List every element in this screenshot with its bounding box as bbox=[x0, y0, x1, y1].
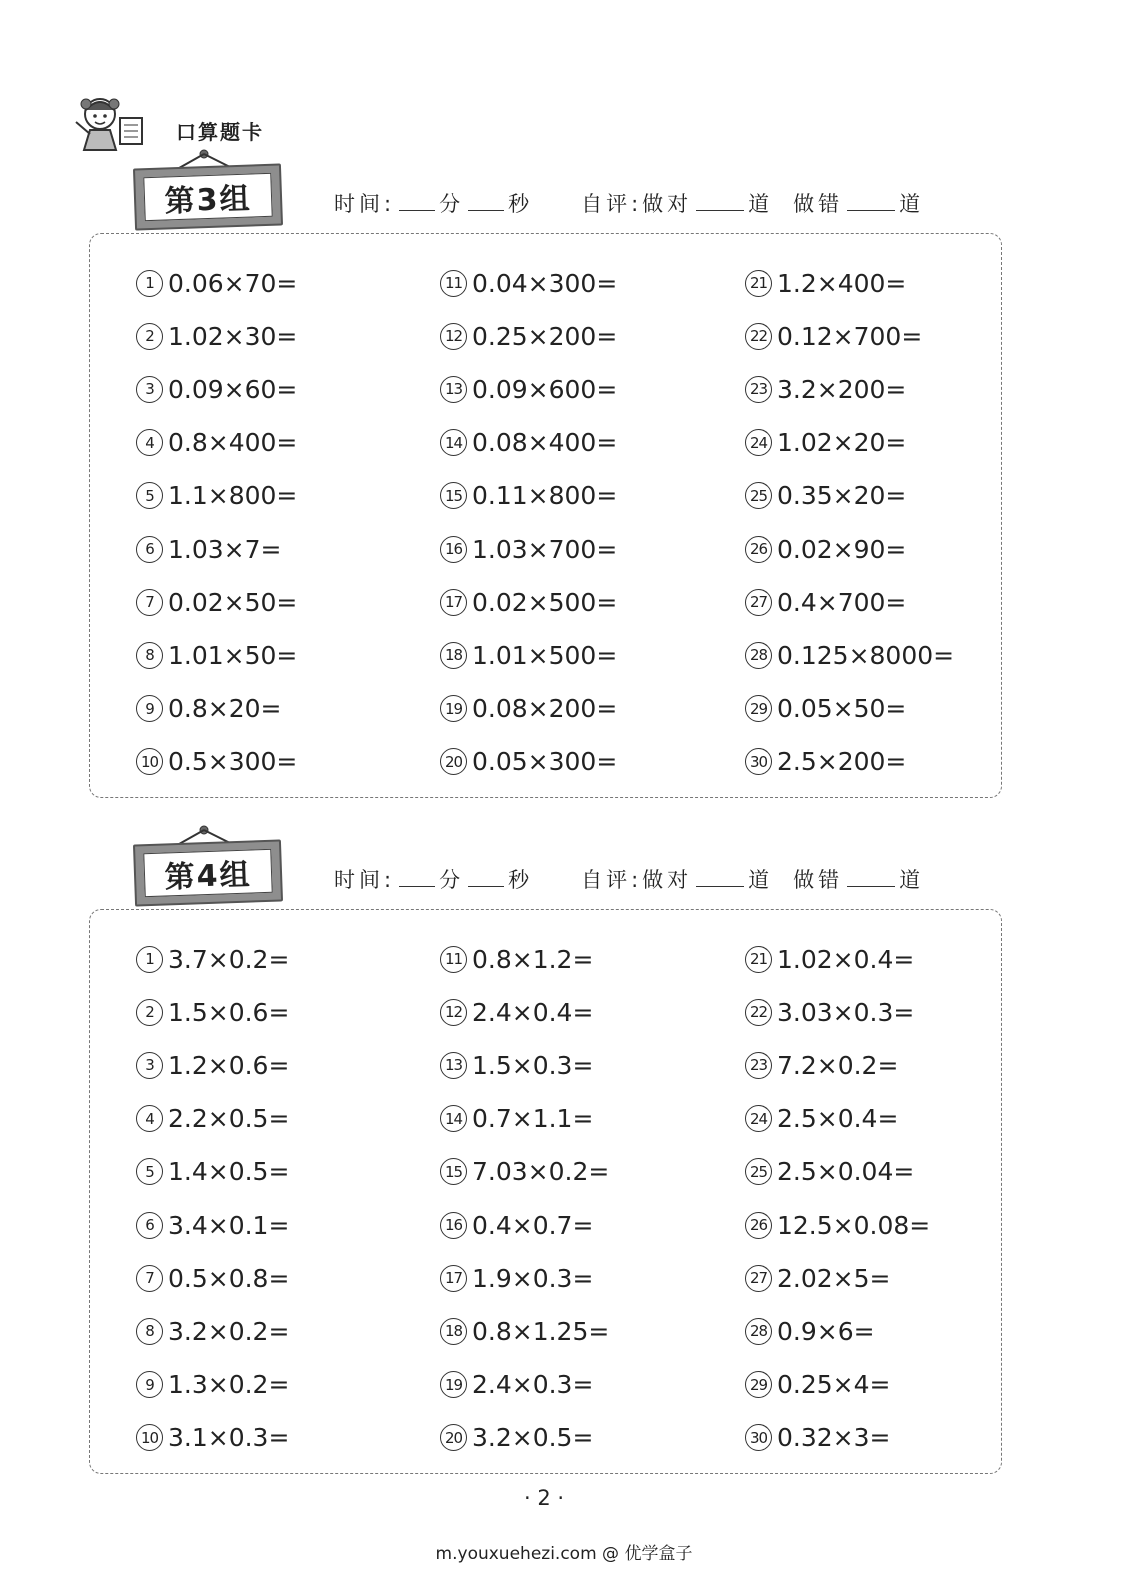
problem-number: 1 bbox=[136, 946, 163, 973]
problem-expression: 3.2×200= bbox=[777, 374, 907, 404]
dao-label: 道 bbox=[899, 192, 925, 216]
problem-item bbox=[745, 1155, 914, 1189]
problem-number: 8 bbox=[136, 1318, 163, 1345]
problem-number: 15 bbox=[440, 482, 467, 509]
problem-box bbox=[89, 909, 1002, 1474]
problem-item bbox=[745, 479, 906, 513]
problem-number: 24 bbox=[745, 1105, 772, 1132]
problem-expression: 0.8×20= bbox=[168, 694, 282, 724]
problem-number: 16 bbox=[440, 1212, 467, 1239]
problem-number: 30 bbox=[745, 1424, 772, 1451]
problem-item bbox=[440, 1314, 609, 1348]
problem-expression: 0.5×0.8= bbox=[168, 1263, 290, 1293]
problem-number: 21 bbox=[745, 946, 772, 973]
group-title: 第3组 bbox=[143, 173, 272, 221]
problem-number: 16 bbox=[440, 536, 467, 563]
problem-item bbox=[745, 1261, 890, 1295]
problem-expression: 1.03×700= bbox=[472, 534, 618, 564]
problem-expression: 0.11×800= bbox=[472, 481, 618, 511]
problem-item bbox=[745, 266, 906, 300]
problem-item bbox=[745, 1368, 890, 1402]
problem-number: 29 bbox=[745, 1371, 772, 1398]
problem-expression: 0.02×90= bbox=[777, 534, 907, 564]
problem-item bbox=[440, 692, 617, 726]
problem-number: 5 bbox=[136, 482, 163, 509]
problem-expression: 0.09×60= bbox=[168, 374, 298, 404]
problem-number: 3 bbox=[136, 376, 163, 403]
problem-item bbox=[136, 1421, 289, 1455]
problem-expression: 0.7×1.1= bbox=[472, 1104, 594, 1134]
problem-expression: 0.25×200= bbox=[472, 321, 618, 351]
problem-number: 2 bbox=[136, 323, 163, 350]
problem-item bbox=[136, 1102, 289, 1136]
problem-expression: 0.5×300= bbox=[168, 747, 298, 777]
problem-expression: 0.06×70= bbox=[168, 268, 298, 298]
problem-item bbox=[440, 532, 617, 566]
problem-expression: 1.01×500= bbox=[472, 640, 618, 670]
problem-expression: 7.2×0.2= bbox=[777, 1050, 899, 1080]
wrong-count-blank[interactable] bbox=[847, 192, 895, 211]
problem-expression: 1.02×20= bbox=[777, 428, 907, 458]
problem-expression: 0.35×20= bbox=[777, 481, 907, 511]
problem-expression: 3.03×0.3= bbox=[777, 997, 915, 1027]
problem-item bbox=[440, 319, 617, 353]
problem-expression: 0.05×50= bbox=[777, 694, 907, 724]
problem-item bbox=[440, 1208, 593, 1242]
correct-count-blank[interactable] bbox=[696, 192, 744, 211]
problem-item bbox=[745, 585, 906, 619]
problem-expression: 0.8×1.25= bbox=[472, 1316, 610, 1346]
problem-item bbox=[745, 745, 906, 779]
group-title-frame bbox=[132, 148, 282, 218]
problem-item bbox=[745, 942, 914, 976]
problem-expression: 0.05×300= bbox=[472, 747, 618, 777]
problem-expression: 0.02×50= bbox=[168, 587, 298, 617]
wrong-count-blank[interactable] bbox=[847, 868, 895, 887]
problem-number: 30 bbox=[745, 748, 772, 775]
problem-expression: 12.5×0.08= bbox=[777, 1210, 931, 1240]
problem-number: 20 bbox=[440, 1424, 467, 1451]
problem-expression: 0.12×700= bbox=[777, 321, 923, 351]
problem-number: 12 bbox=[440, 999, 467, 1026]
problem-number: 9 bbox=[136, 1371, 163, 1398]
problem-expression: 3.1×0.3= bbox=[168, 1423, 290, 1453]
problem-number: 24 bbox=[745, 429, 772, 456]
problem-expression: 1.3×0.2= bbox=[168, 1370, 290, 1400]
self-eval-label: 自评:做对 bbox=[581, 192, 693, 216]
problem-number: 18 bbox=[440, 1318, 467, 1345]
problem-item bbox=[745, 692, 906, 726]
second-label: 秒 bbox=[508, 192, 534, 216]
problem-item bbox=[440, 1421, 593, 1455]
dao-label: 道 bbox=[748, 868, 774, 892]
problem-number: 19 bbox=[440, 695, 467, 722]
problem-item bbox=[745, 532, 906, 566]
problem-number: 28 bbox=[745, 1318, 772, 1345]
problem-item bbox=[745, 372, 906, 406]
problem-number: 11 bbox=[440, 270, 467, 297]
problem-expression: 1.02×30= bbox=[168, 321, 298, 351]
problem-number: 4 bbox=[136, 429, 163, 456]
problem-expression: 1.5×0.3= bbox=[472, 1050, 594, 1080]
time-label: 时间: bbox=[334, 192, 396, 216]
minute-label: 分 bbox=[439, 868, 465, 892]
problem-item bbox=[745, 1048, 898, 1082]
problem-item bbox=[136, 1261, 289, 1295]
problem-expression: 3.4×0.1= bbox=[168, 1210, 290, 1240]
self-eval-label: 自评:做对 bbox=[581, 868, 693, 892]
wrong-label: 做错 bbox=[793, 868, 844, 892]
problem-item bbox=[440, 479, 617, 513]
problem-item bbox=[440, 1261, 593, 1295]
problem-number: 4 bbox=[136, 1105, 163, 1132]
problem-expression: 0.02×500= bbox=[472, 587, 618, 617]
problem-item bbox=[745, 995, 914, 1029]
time-eval-line bbox=[334, 864, 924, 894]
problem-item bbox=[440, 1155, 609, 1189]
seconds-blank[interactable] bbox=[468, 192, 504, 211]
group-title-frame bbox=[132, 824, 282, 894]
problem-item bbox=[136, 692, 281, 726]
problem-number: 11 bbox=[440, 946, 467, 973]
problem-expression: 0.04×300= bbox=[472, 268, 618, 298]
problem-item bbox=[136, 1208, 289, 1242]
problem-expression: 3.2×0.5= bbox=[472, 1423, 594, 1453]
minute-label: 分 bbox=[439, 192, 465, 216]
problem-item bbox=[136, 479, 297, 513]
problem-item bbox=[136, 942, 289, 976]
problem-number: 26 bbox=[745, 536, 772, 563]
problem-number: 23 bbox=[745, 1052, 772, 1079]
problem-expression: 0.32×3= bbox=[777, 1423, 891, 1453]
problem-number: 15 bbox=[440, 1158, 467, 1185]
problem-expression: 0.08×400= bbox=[472, 428, 618, 458]
dao-label: 道 bbox=[899, 868, 925, 892]
problem-number: 17 bbox=[440, 1265, 467, 1292]
problem-expression: 1.03×7= bbox=[168, 534, 282, 564]
problem-item bbox=[136, 638, 297, 672]
problem-number: 25 bbox=[745, 1158, 772, 1185]
problem-number: 6 bbox=[136, 1212, 163, 1239]
problem-item bbox=[745, 1208, 930, 1242]
page-number: · 2 · bbox=[523, 1486, 565, 1510]
problem-number: 8 bbox=[136, 642, 163, 669]
correct-count-blank[interactable] bbox=[696, 868, 744, 887]
problem-number: 7 bbox=[136, 589, 163, 616]
problem-expression: 1.5×0.6= bbox=[168, 997, 290, 1027]
problem-number: 10 bbox=[136, 1424, 163, 1451]
problem-item bbox=[745, 1421, 890, 1455]
problem-expression: 1.4×0.5= bbox=[168, 1157, 290, 1187]
problem-expression: 1.01×50= bbox=[168, 640, 298, 670]
problem-item bbox=[136, 426, 297, 460]
problem-number: 27 bbox=[745, 1265, 772, 1292]
problem-expression: 3.7×0.2= bbox=[168, 944, 290, 974]
problem-number: 1 bbox=[136, 270, 163, 297]
problem-item bbox=[136, 372, 297, 406]
problem-number: 5 bbox=[136, 1158, 163, 1185]
problem-item bbox=[440, 585, 617, 619]
problem-item bbox=[440, 1048, 593, 1082]
problem-item bbox=[440, 995, 593, 1029]
problem-item bbox=[745, 1102, 898, 1136]
group-title: 第4组 bbox=[143, 849, 272, 897]
problem-item bbox=[136, 995, 289, 1029]
problem-expression: 0.4×0.7= bbox=[472, 1210, 594, 1240]
problem-item bbox=[136, 319, 297, 353]
problem-expression: 0.125×8000= bbox=[777, 640, 955, 670]
problem-expression: 0.25×4= bbox=[777, 1370, 891, 1400]
problem-number: 22 bbox=[745, 323, 772, 350]
problem-item bbox=[136, 1155, 289, 1189]
problem-item bbox=[745, 638, 954, 672]
problem-item bbox=[136, 1048, 289, 1082]
wrong-label: 做错 bbox=[793, 192, 844, 216]
problem-number: 14 bbox=[440, 1105, 467, 1132]
problem-number: 27 bbox=[745, 589, 772, 616]
problem-expression: 2.02×5= bbox=[777, 1263, 891, 1293]
problem-number: 14 bbox=[440, 429, 467, 456]
problem-expression: 1.2×0.6= bbox=[168, 1050, 290, 1080]
problem-item bbox=[136, 1314, 289, 1348]
problem-item bbox=[440, 372, 617, 406]
problem-expression: 2.4×0.3= bbox=[472, 1370, 594, 1400]
problem-expression: 0.8×400= bbox=[168, 428, 298, 458]
problem-expression: 2.5×200= bbox=[777, 747, 907, 777]
problem-number: 6 bbox=[136, 536, 163, 563]
problem-item bbox=[440, 1102, 593, 1136]
problem-item bbox=[136, 745, 297, 779]
problem-number: 3 bbox=[136, 1052, 163, 1079]
seconds-blank[interactable] bbox=[468, 868, 504, 887]
problem-item bbox=[440, 1368, 593, 1402]
problem-number: 22 bbox=[745, 999, 772, 1026]
problem-number: 28 bbox=[745, 642, 772, 669]
problem-number: 17 bbox=[440, 589, 467, 616]
problem-number: 20 bbox=[440, 748, 467, 775]
problem-number: 12 bbox=[440, 323, 467, 350]
problem-number: 13 bbox=[440, 376, 467, 403]
problem-expression: 0.08×200= bbox=[472, 694, 618, 724]
time-label: 时间: bbox=[334, 868, 396, 892]
problem-number: 23 bbox=[745, 376, 772, 403]
problem-number: 18 bbox=[440, 642, 467, 669]
second-label: 秒 bbox=[508, 868, 534, 892]
page-title: 口算题卡 bbox=[176, 120, 264, 144]
problem-box bbox=[89, 233, 1002, 798]
problem-item bbox=[745, 1314, 875, 1348]
problem-expression: 7.03×0.2= bbox=[472, 1157, 610, 1187]
problem-number: 29 bbox=[745, 695, 772, 722]
problem-expression: 0.09×600= bbox=[472, 374, 618, 404]
minutes-blank[interactable] bbox=[399, 192, 435, 211]
problem-number: 19 bbox=[440, 1371, 467, 1398]
problem-expression: 2.5×0.4= bbox=[777, 1104, 899, 1134]
problem-item bbox=[440, 426, 617, 460]
problem-expression: 2.4×0.4= bbox=[472, 997, 594, 1027]
problem-expression: 0.4×700= bbox=[777, 587, 907, 617]
problem-expression: 0.8×1.2= bbox=[472, 944, 594, 974]
problem-expression: 1.02×0.4= bbox=[777, 944, 915, 974]
problem-expression: 1.2×400= bbox=[777, 268, 907, 298]
problem-item bbox=[136, 585, 297, 619]
problem-number: 26 bbox=[745, 1212, 772, 1239]
footer-source: m.youxuehezi.com @ 优学盒子 bbox=[435, 1544, 693, 1564]
problem-number: 9 bbox=[136, 695, 163, 722]
problem-item bbox=[745, 319, 922, 353]
problem-expression: 2.2×0.5= bbox=[168, 1104, 290, 1134]
problem-item bbox=[440, 266, 617, 300]
problem-number: 7 bbox=[136, 1265, 163, 1292]
problem-number: 2 bbox=[136, 999, 163, 1026]
minutes-blank[interactable] bbox=[399, 868, 435, 887]
problem-expression: 1.9×0.3= bbox=[472, 1263, 594, 1293]
problem-item bbox=[440, 942, 593, 976]
problem-expression: 2.5×0.04= bbox=[777, 1157, 915, 1187]
problem-item bbox=[745, 426, 906, 460]
problem-expression: 3.2×0.2= bbox=[168, 1316, 290, 1346]
problem-expression: 1.1×800= bbox=[168, 481, 298, 511]
problem-number: 10 bbox=[136, 748, 163, 775]
problem-item bbox=[136, 1368, 289, 1402]
problem-item bbox=[440, 745, 617, 779]
time-eval-line bbox=[334, 188, 924, 218]
problem-number: 21 bbox=[745, 270, 772, 297]
problem-number: 13 bbox=[440, 1052, 467, 1079]
problem-item bbox=[136, 266, 297, 300]
problem-expression: 0.9×6= bbox=[777, 1316, 875, 1346]
problem-number: 25 bbox=[745, 482, 772, 509]
problem-item bbox=[440, 638, 617, 672]
dao-label: 道 bbox=[748, 192, 774, 216]
problem-item bbox=[136, 532, 281, 566]
